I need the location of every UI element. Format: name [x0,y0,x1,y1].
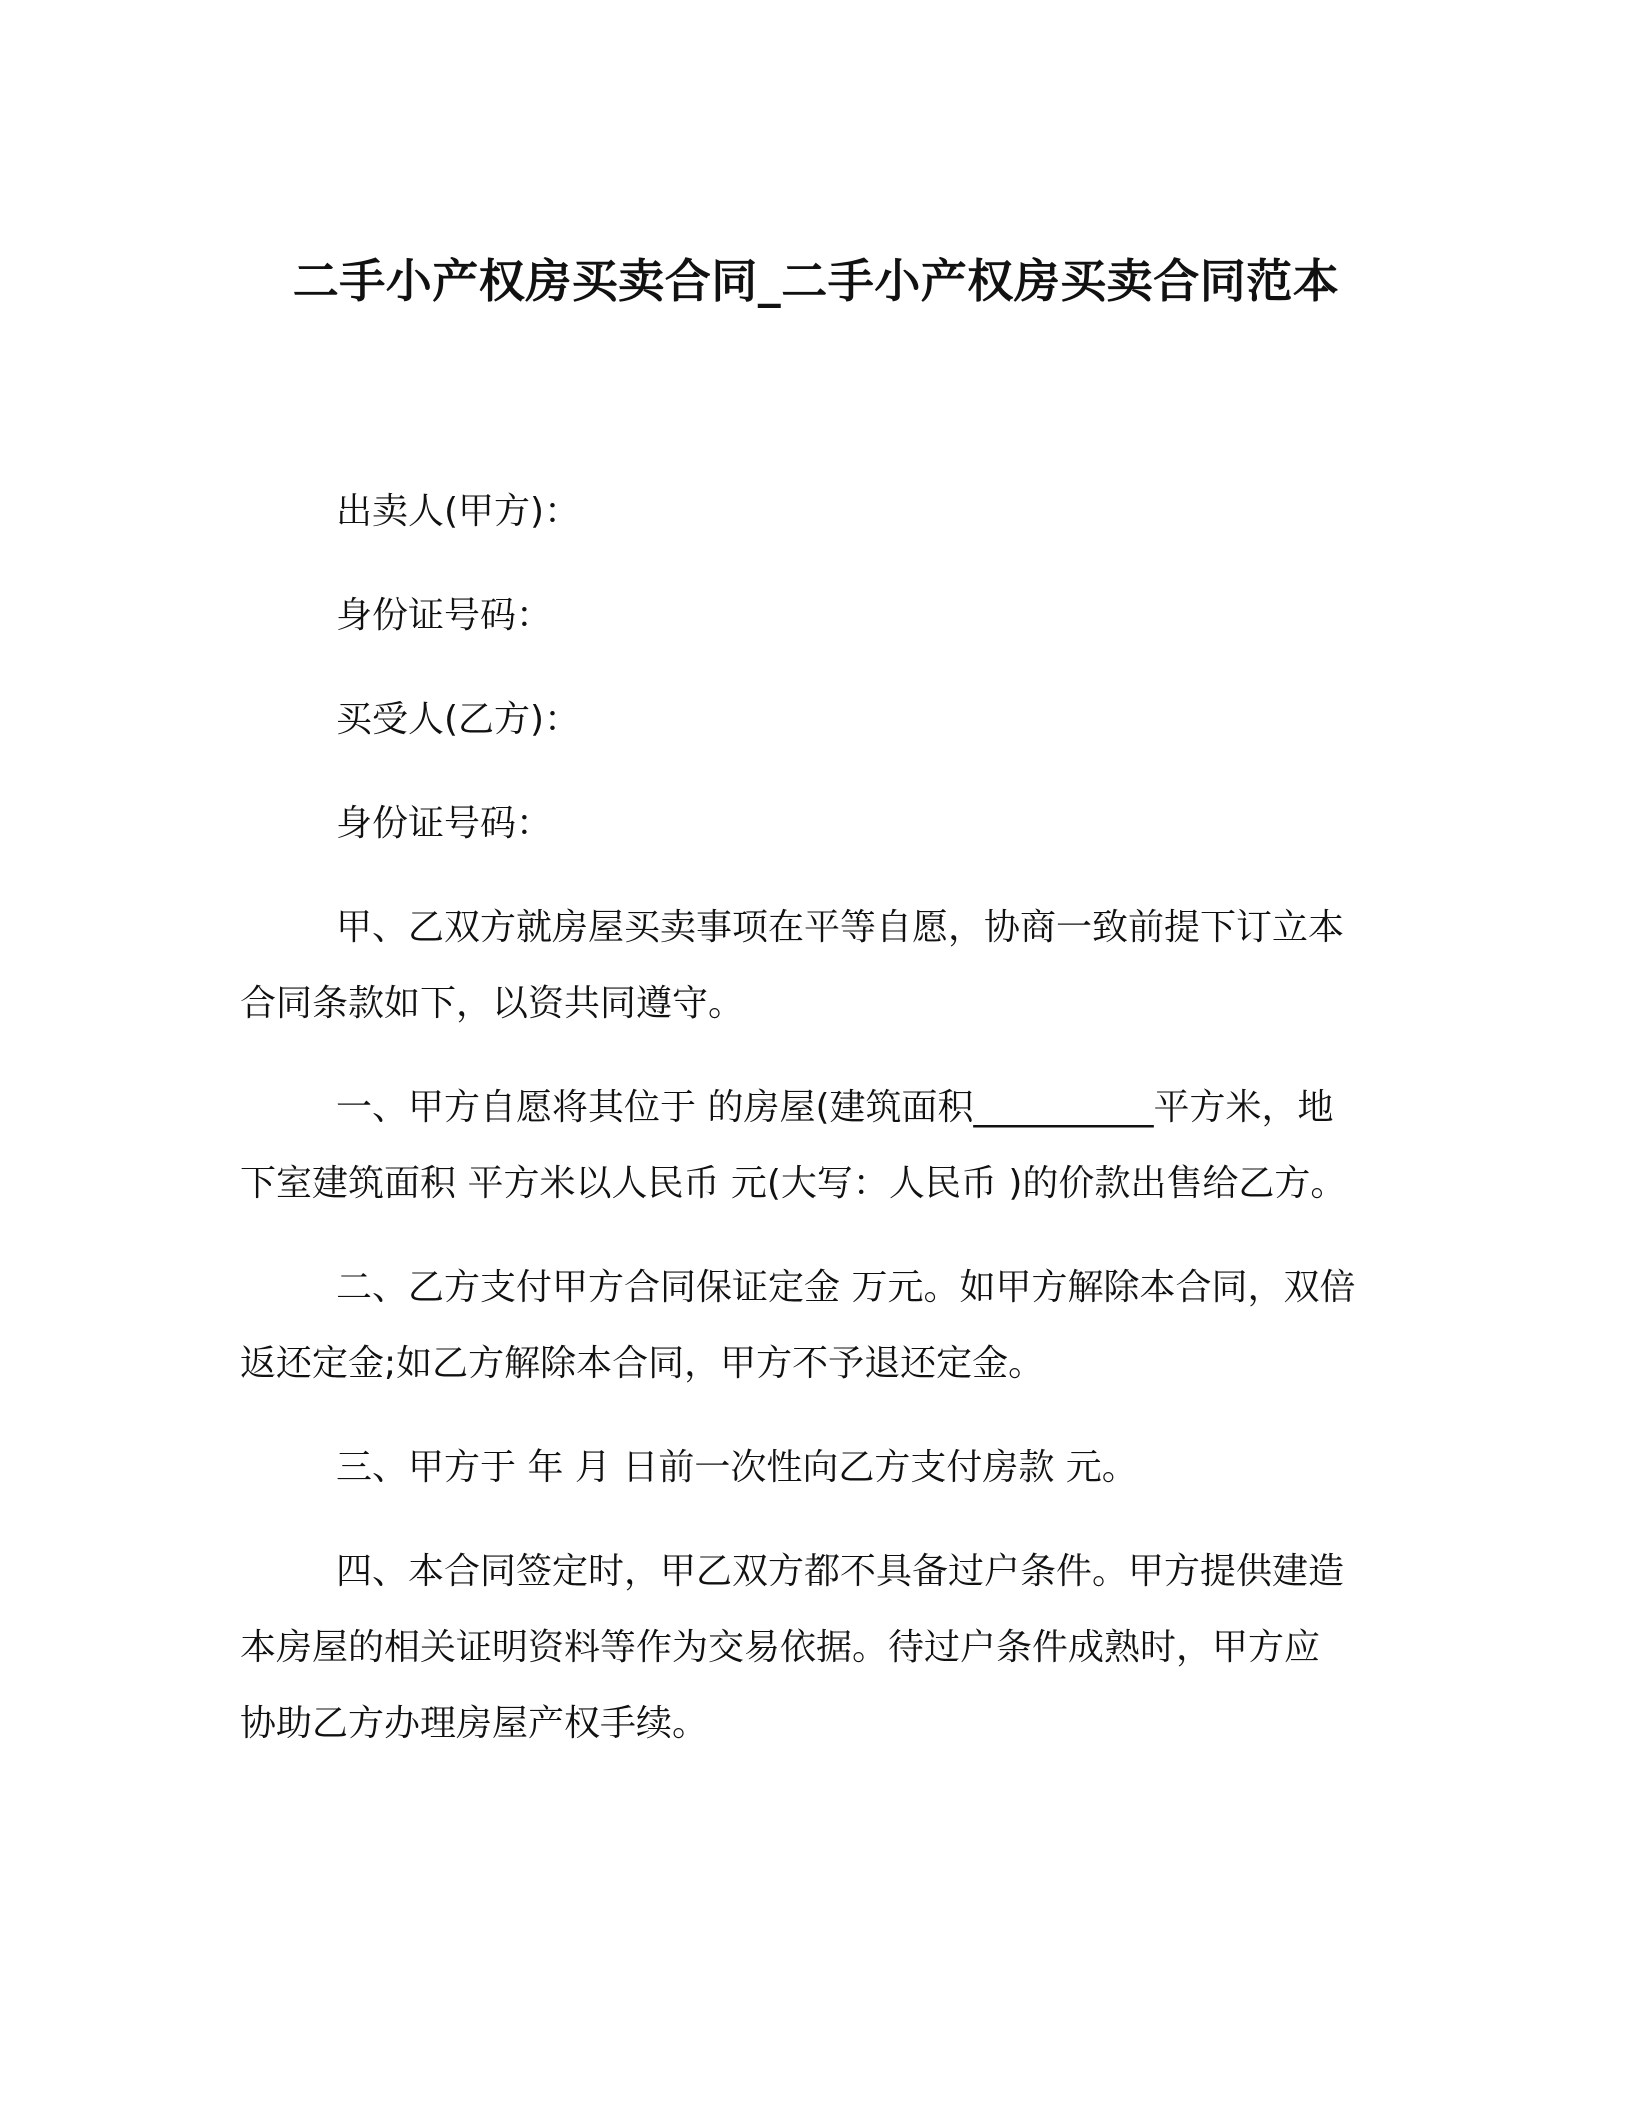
clause-1 [240,1084,1380,1208]
paragraph-line: 二、乙方支付甲方合同保证定金 万元。如甲方解除本合同，双倍 [336,1267,1356,1308]
paragraph-preamble [240,904,1380,1028]
paragraph-line: 三、甲方于 年 月 日前一次性向乙方支付房款 元。 [336,1447,1138,1488]
paragraph-line: 四、本合同签定时，甲乙双方都不具备过户条件。甲方提供建造 [336,1551,1345,1592]
paragraph-line: 合同条款如下，以资共同遵守。 [240,983,745,1024]
paragraph-line: 返还定金;如乙方解除本合同，甲方不予退还定金。 [240,1343,1045,1384]
document-title: 二手小产权房买卖合同_二手小产权房买卖合同范本 [292,253,1340,308]
paragraph-line: 下室建筑面积 平方米以人民币 元(大写：人民币 )的价款出售给乙方。 [240,1163,1347,1204]
clause-3 [240,1444,1380,1492]
paragraph-line: 协助乙方办理房屋产权手续。 [240,1703,709,1744]
paragraph-line: 一、甲方自愿将其位于 的房屋(建筑面积__________平方米，地 [336,1087,1334,1128]
clause-2 [240,1264,1380,1388]
document-body [240,488,1380,1804]
seller-id-field: 身份证号码： [336,595,553,636]
buyer-id-field: 身份证号码： [336,803,553,844]
paragraph-line: 本房屋的相关证明资料等作为交易依据。待过户条件成熟时，甲方应 [240,1627,1321,1668]
seller-field: 出卖人(甲方)： [336,491,581,532]
paragraph-line: 甲、乙双方就房屋买卖事项在平等自愿，协商一致前提下订立本 [336,907,1345,948]
buyer-field: 买受人(乙方)： [336,699,581,740]
clause-4 [240,1548,1380,1748]
